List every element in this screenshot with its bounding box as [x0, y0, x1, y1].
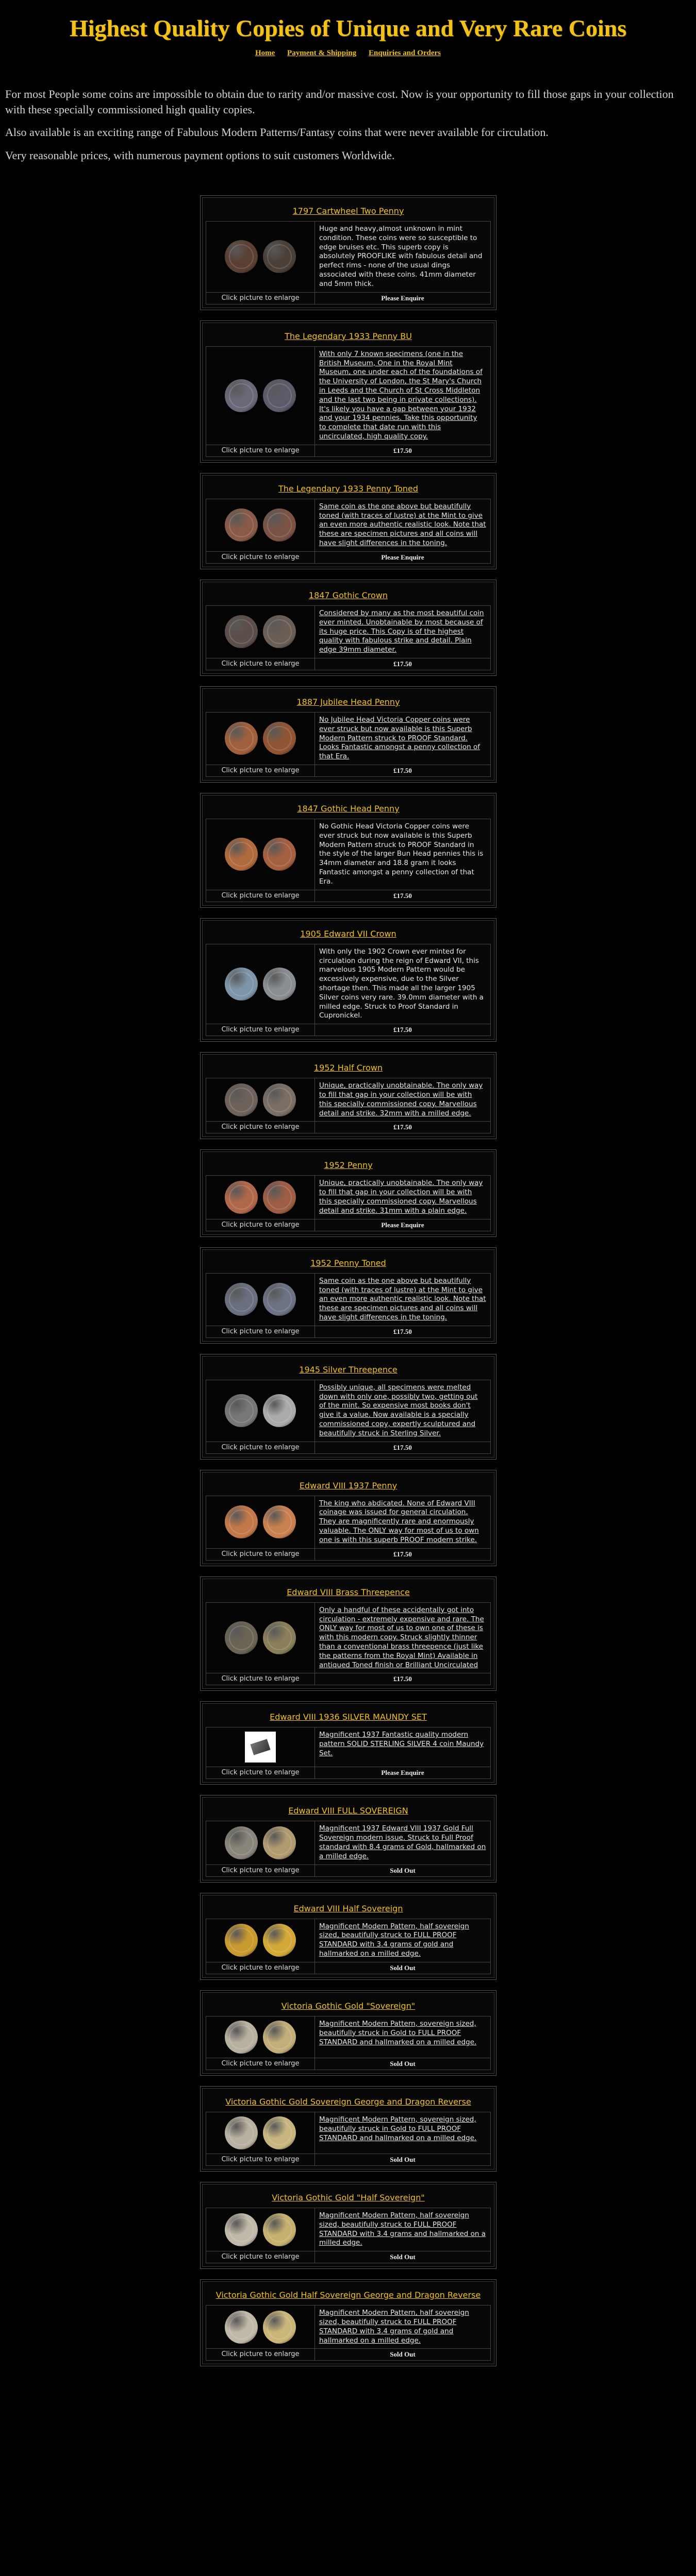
coin-picture[interactable] — [206, 1496, 315, 1548]
coin-price: Sold Out — [390, 1963, 416, 1972]
coin-description: Magnificent 1937 Edward VIII 1937 Gold Full Sovereign modern issue. Struck to Full Proof standard with 8.4 grams of Gold, hallmarked on a milled edge. — [319, 1824, 486, 1860]
coin-listing — [200, 1701, 496, 1785]
coin-reverse-image[interactable] — [263, 1621, 296, 1654]
coin-picture[interactable] — [206, 2016, 315, 2058]
coin-obverse-image[interactable] — [225, 968, 258, 1001]
coin-footer-row — [206, 2251, 491, 2263]
coin-reverse-image[interactable] — [263, 240, 296, 273]
coin-image-pair[interactable] — [225, 615, 296, 648]
coin-footer-row — [206, 890, 491, 902]
coin-price: £17.50 — [393, 1123, 412, 1131]
coin-title-link[interactable]: Victoria Gothic Gold Sovereign George and Dragon Reverse — [225, 2096, 471, 2107]
coin-listing — [200, 2086, 496, 2172]
coin-picture[interactable] — [206, 1274, 315, 1326]
coin-listing — [200, 1470, 496, 1566]
coin-description: Considered by many as the most beautiful coin ever minted. Unobtainable by most because of its huge price. This Copy is of the highest quality with fabulous strike and detail. Plain edge 39mm diameter. — [319, 608, 484, 654]
coin-listing — [200, 918, 496, 1042]
enlarge-picture-link[interactable]: Click picture to enlarge — [206, 1442, 315, 1453]
coin-title-link[interactable]: Victoria Gothic Gold "Sovereign" — [281, 2001, 416, 2011]
coin-footer-row — [206, 2058, 491, 2070]
coin-reverse-image[interactable] — [263, 838, 296, 871]
coin-details — [206, 819, 491, 890]
coin-reverse-image[interactable] — [263, 2021, 296, 2054]
coin-obverse-image[interactable] — [225, 509, 258, 541]
coin-title-link[interactable]: 1847 Gothic Head Penny — [297, 804, 400, 814]
coin-description: Unique, practically unobtainable. The only way to fill that gap in your collection will be with this specially commissioned copy. Marvellous detail and strike. 32mm with a milled edge. — [319, 1081, 483, 1117]
coin-details — [206, 944, 491, 1025]
nav-enquiries-link[interactable]: Enquiries and Orders — [369, 48, 441, 57]
coin-image-pair[interactable] — [225, 1826, 296, 1859]
coin-details — [206, 2016, 491, 2058]
coin-details — [206, 712, 491, 765]
coin-listing — [200, 686, 496, 783]
coin-description: Same coin as the one above but beautifully toned (with traces of lustre) at the Mint to give an even more authentic realistic look. Note that these are specimen pictures and all coins will have slight differences in the toning. — [319, 1276, 486, 1321]
coin-description: Magnificent Modern Pattern, sovereign sized, beautifully struck in Gold to FULL PROOF STANDARD and hallmarked on a milled edge. — [319, 2115, 477, 2142]
coin-footer-row — [206, 1549, 491, 1561]
coin-title-link[interactable]: 1945 Silver Threepence — [299, 1364, 397, 1375]
coin-footer-row — [206, 293, 491, 304]
coin-listing — [200, 1990, 496, 2076]
coin-title-link[interactable]: 1952 Penny — [324, 1160, 373, 1171]
coin-title-link[interactable]: Edward VIII Brass Threepence — [287, 1587, 410, 1597]
enlarge-picture-link[interactable]: Click picture to enlarge — [206, 1549, 315, 1560]
coin-description: No Gothic Head Victoria Copper coins were ever struck but now available is this Superb Modern Pattern struck to PROOF Standard in the style of the larger Bun Head pennies this is 34mm diameter and 18.8 gram it looks Fantastic amongst a penny collection of that Era. — [319, 822, 484, 886]
coin-price: Please Enquire — [381, 294, 424, 302]
coin-picture[interactable] — [206, 1380, 315, 1442]
coin-description: Magnificent Modern Pattern, half sovereign sized, beautifully struck to FULL PROOF STANDARD with 3.4 grams of gold and hallmarked on a milled edge. — [319, 1922, 469, 1958]
coin-price: £17.50 — [393, 767, 412, 774]
coin-description: The king who abdicated. None of Edward VIII coinage was issued for general circulation. They are magnificently rare and enormously valuable. The ONLY way for most of us to own one is with this superb PROOF modern strike. — [319, 1499, 479, 1544]
coin-obverse-image[interactable] — [225, 1283, 258, 1316]
intro-text — [0, 58, 696, 163]
coin-obverse-image[interactable] — [225, 1826, 258, 1859]
coin-footer-row — [206, 445, 491, 457]
coin-reverse-image[interactable] — [263, 379, 296, 412]
coin-title-link[interactable]: The Legendary 1933 Penny BU — [285, 331, 412, 341]
coin-picture[interactable] — [206, 713, 315, 765]
coin-image-pair[interactable] — [225, 2116, 296, 2149]
enlarge-picture-link[interactable]: Click picture to enlarge — [206, 1767, 315, 1778]
coin-price: Sold Out — [390, 2253, 416, 2261]
site-title: Highest Quality Copies of Unique and Very Rare Coins — [69, 15, 627, 41]
coin-reverse-image[interactable] — [263, 1505, 296, 1538]
coin-details — [206, 1273, 491, 1326]
coin-description: Unique, practically unobtainable. The only way to fill that gap in your collection will be with this specially commissioned copy. Marvellous detail and strike. 31mm with a plain edge. — [319, 1179, 483, 1215]
coin-reverse-image[interactable] — [263, 722, 296, 755]
enlarge-picture-link[interactable]: Click picture to enlarge — [206, 765, 315, 776]
coin-description: Magnificent Modern Pattern, half sovereign sized, beautifully struck to FULL PROOF STANDARD with 3.4 grams and hallmarked on a milled edge. — [319, 2211, 486, 2247]
coin-details — [206, 1919, 491, 1962]
coin-picture[interactable] — [206, 2306, 315, 2348]
coin-reverse-image[interactable] — [263, 1394, 296, 1427]
coin-footer-row — [206, 1442, 491, 1454]
coin-details — [206, 1727, 491, 1767]
coin-title-link[interactable]: 1952 Penny Toned — [310, 1258, 386, 1268]
coin-description: Only a handful of these accidentally got into circulation - extremely expensive and rare. The ONLY way for most of us to own one of these is with this modern copy. Struck slightly thinner than a conventional brass threepence (just like the patterns from the Royal Mint) Available in antiqued Toned finish or Brilliant Uncirculated — [319, 1605, 484, 1669]
coin-image-pair[interactable] — [225, 968, 296, 1001]
coin-footer-row — [206, 1673, 491, 1685]
coin-title-link[interactable]: 1797 Cartwheel Two Penny — [292, 206, 404, 216]
coin-reverse-image[interactable] — [263, 509, 296, 541]
nav-payment-shipping-link[interactable]: Payment & Shipping — [287, 48, 357, 57]
coin-price: £17.50 — [393, 1026, 412, 1034]
coin-price: £17.50 — [393, 1675, 412, 1683]
coin-footer-row — [206, 1024, 491, 1036]
coin-obverse-image[interactable] — [225, 1394, 258, 1427]
coin-details — [206, 1175, 491, 1219]
coin-reverse-image[interactable] — [263, 1083, 296, 1116]
coin-image-pair[interactable] — [225, 1621, 296, 1654]
coin-listing — [200, 473, 496, 569]
coin-image-pair[interactable] — [225, 1181, 296, 1214]
coin-description: Same coin as the one above but beautifully toned (with traces of lustre) at the Mint to give an even more authentic realistic look. Note that these are specimen pictures and all coins will have slight differences in the toning. — [319, 502, 486, 548]
coin-image-pair[interactable] — [225, 2213, 296, 2246]
intro-paragraph: Very reasonable prices, with numerous payment options to suit customers Worldwide. — [5, 148, 395, 162]
coin-details — [206, 346, 491, 445]
coin-obverse-image[interactable] — [225, 2021, 258, 2054]
coin-details — [206, 1602, 491, 1674]
coin-picture[interactable] — [206, 819, 315, 890]
coin-price: Sold Out — [390, 2059, 416, 2067]
enlarge-picture-link[interactable]: Click picture to enlarge — [206, 2349, 315, 2360]
enlarge-picture-link[interactable]: Click picture to enlarge — [206, 1219, 315, 1231]
enlarge-picture-link[interactable]: Click picture to enlarge — [206, 1865, 315, 1876]
enlarge-picture-link[interactable]: Click picture to enlarge — [206, 1122, 315, 1133]
coin-listing — [200, 1577, 496, 1691]
enlarge-picture-link[interactable]: Click picture to enlarge — [206, 445, 315, 456]
coin-description: Magnificent 1937 Fantastic quality modern pattern SOLID STERLING SILVER 4 coin Maundy Set. — [319, 1731, 484, 1757]
top-nav — [0, 49, 696, 58]
coin-listing — [200, 793, 496, 908]
coin-price: £17.50 — [393, 1443, 412, 1451]
coin-price: Please Enquire — [381, 1221, 424, 1229]
coin-image-pair[interactable] — [225, 2311, 296, 2344]
coin-title-link[interactable]: 1952 Half Crown — [313, 1063, 383, 1073]
coin-picture[interactable] — [206, 347, 315, 445]
enlarge-picture-link[interactable]: Click picture to enlarge — [206, 2251, 315, 2263]
coin-title-link[interactable]: The Legendary 1933 Penny Toned — [278, 483, 419, 494]
coin-image-pair[interactable] — [225, 1924, 296, 1957]
coin-price: £17.50 — [393, 446, 412, 454]
coin-picture[interactable] — [206, 606, 315, 658]
coin-reverse-image[interactable] — [263, 2213, 296, 2246]
coin-picture[interactable] — [206, 1821, 315, 1864]
coin-obverse-image[interactable] — [225, 1621, 258, 1654]
coin-price: £17.50 — [393, 659, 412, 668]
coin-image-pair[interactable] — [225, 1394, 296, 1427]
intro-paragraph: For most People some coins are impossible to obtain due to rarity and/or massive cost. Now is your opportunity to fill those gaps in your collection with these specially commissioned high quality copies. — [5, 87, 674, 116]
coin-listing — [200, 2279, 496, 2366]
coin-listing — [200, 2182, 496, 2269]
coin-obverse-image[interactable] — [225, 2311, 258, 2344]
coin-title-link[interactable]: 1905 Edward VII Crown — [300, 928, 396, 939]
coin-obverse-image[interactable] — [225, 838, 258, 871]
coin-reverse-image[interactable] — [263, 1924, 296, 1957]
coin-description: With only the 1902 Crown ever minted for circulation during the reign of Edward VII, this marvelous 1905 Modern Pattern would be excessively expensive, due to the Silver shortage then. This made all the larger 1905 Silver coins very rare. 39.0mm diameter with a milled edge. Struck to Proof Standard in Cupronickel. — [319, 947, 484, 1020]
coin-picture[interactable] — [206, 1727, 315, 1767]
coin-obverse-image[interactable] — [225, 722, 258, 755]
coin-image-pair[interactable] — [225, 838, 296, 871]
coin-reverse-image[interactable] — [263, 1283, 296, 1316]
coin-image-pair[interactable] — [225, 240, 296, 273]
coin-price: £17.50 — [393, 891, 412, 900]
coin-listing — [200, 1893, 496, 1980]
coin-reverse-image[interactable] — [263, 2116, 296, 2149]
coin-obverse-image[interactable] — [225, 1924, 258, 1957]
coin-title-link[interactable]: 1847 Gothic Crown — [308, 590, 388, 600]
nav-home-link[interactable]: Home — [255, 48, 275, 57]
coin-picture[interactable] — [206, 499, 315, 551]
coin-price: Please Enquire — [381, 1769, 424, 1777]
coin-price: Sold Out — [390, 1866, 416, 1874]
coin-details — [206, 1078, 491, 1122]
coin-picture[interactable] — [206, 222, 315, 292]
coin-listing — [200, 1149, 496, 1236]
coin-catalog — [200, 195, 496, 2377]
coin-title-link[interactable]: Victoria Gothic Gold "Half Sovereign" — [272, 2192, 425, 2202]
coin-obverse-image[interactable] — [225, 1505, 258, 1538]
coin-image-pair[interactable] — [225, 1283, 296, 1316]
coin-details — [206, 2112, 491, 2154]
coin-price: Please Enquire — [381, 553, 424, 561]
coin-picture[interactable] — [206, 1603, 315, 1673]
coin-reverse-image[interactable] — [263, 2311, 296, 2344]
coin-obverse-image[interactable] — [225, 240, 258, 273]
coin-obverse-image[interactable] — [225, 2116, 258, 2149]
coin-description: Huge and heavy,almost unknown in mint condition. These coins were so susceptible to edge bruises etc. This superb copy is absolutely PROOFLIKE with fabulous detail and perfect rims - none of the usual dings associated with these coins. 41mm diameter and 5mm thick. — [319, 225, 483, 288]
coin-footer-row — [206, 552, 491, 564]
coin-details — [206, 2305, 491, 2349]
coin-picture[interactable] — [206, 2112, 315, 2154]
coin-price: £17.50 — [393, 1550, 412, 1558]
coin-listing — [200, 580, 496, 676]
coin-listing — [200, 195, 496, 310]
coin-details — [206, 221, 491, 293]
coin-reverse-image[interactable] — [263, 1181, 296, 1214]
coin-picture[interactable] — [206, 1919, 315, 1962]
coin-footer-row — [206, 1865, 491, 1877]
enlarge-picture-link[interactable]: Click picture to enlarge — [206, 1673, 315, 1685]
coin-title-link[interactable]: Edward VIII 1936 SILVER MAUNDY SET — [270, 1712, 427, 1722]
coin-obverse-image[interactable] — [225, 379, 258, 412]
coin-footer-row — [206, 1767, 491, 1779]
coin-price: Sold Out — [390, 2155, 416, 2163]
coin-footer-row — [206, 1962, 491, 1974]
coin-description: Magnificent Modern Pattern, sovereign sized, beautifully struck in Gold to FULL PROOF STANDARD and hallmarked on a milled edge. — [319, 2019, 477, 2046]
coin-listing — [200, 1247, 496, 1344]
enlarge-picture-link[interactable]: Click picture to enlarge — [206, 2154, 315, 2165]
coin-details — [206, 605, 491, 658]
enlarge-picture-link[interactable]: Click picture to enlarge — [206, 1326, 315, 1337]
enlarge-picture-link[interactable]: Click picture to enlarge — [206, 1962, 315, 1974]
coin-footer-row — [206, 2349, 491, 2361]
coin-image-pair[interactable] — [225, 1505, 296, 1538]
coin-reverse-image[interactable] — [263, 968, 296, 1001]
coin-title-link[interactable]: Edward VIII Half Sovereign — [293, 1903, 403, 1913]
enlarge-picture-link[interactable]: Click picture to enlarge — [206, 2058, 315, 2070]
coin-title-link[interactable]: 1887 Jubilee Head Penny — [296, 697, 400, 707]
coin-image-pair[interactable] — [225, 1083, 296, 1116]
coin-listing — [200, 1354, 496, 1460]
coin-picture[interactable] — [206, 1176, 315, 1218]
coin-reverse-image[interactable] — [263, 1826, 296, 1859]
coin-listing — [200, 1052, 496, 1139]
coin-obverse-image[interactable] — [225, 615, 258, 648]
coin-listing — [200, 1795, 496, 1882]
coin-footer-row — [206, 658, 491, 670]
coin-footer-row — [206, 2154, 491, 2166]
enlarge-picture-link[interactable]: Click picture to enlarge — [206, 890, 315, 902]
coin-footer-row — [206, 1326, 491, 1338]
coin-description: Magnificent Modern Pattern, half sovereign sized, beautifully struck to FULL PROOF STANDARD with 3.4 grams of gold and hallmarked on a milled edge. — [319, 2309, 469, 2345]
coin-description: No Jubilee Head Victoria Copper coins were ever struck but now available is this Superb Modern Pattern struck to PROOF Standard. Looks Fantastic amongst a penny collection of that Era. — [319, 715, 480, 761]
coin-obverse-image[interactable] — [225, 2213, 258, 2246]
coin-picture[interactable] — [206, 944, 315, 1024]
coin-image-pair[interactable] — [225, 2021, 296, 2054]
enlarge-picture-link[interactable]: Click picture to enlarge — [206, 552, 315, 563]
coin-details — [206, 1496, 491, 1549]
enlarge-picture-link[interactable]: Click picture to enlarge — [206, 1024, 315, 1036]
coin-description: Possibly unique, all specimens were melted down with only one, possibly two, getting out of the mint. So expensive most books don't give it a value. Now available is a specially commissioned copy, expertly sculptured and beautifully struck in Sterling Silver. — [319, 1383, 478, 1437]
coin-footer-row — [206, 1122, 491, 1133]
coin-details — [206, 1380, 491, 1442]
coin-image-pair[interactable] — [225, 722, 296, 755]
maundy-set-image[interactable] — [245, 1732, 276, 1762]
coin-obverse-image[interactable] — [225, 1083, 258, 1116]
coin-picture[interactable] — [206, 1078, 315, 1121]
coin-title-link[interactable]: Victoria Gothic Gold Half Sovereign George and Dragon Reverse — [216, 2290, 481, 2300]
enlarge-picture-link[interactable]: Click picture to enlarge — [206, 293, 315, 304]
coin-description: With only 7 known specimens (one in the British Museum, One in the Royal Mint Museum, one under each of the foundations of the University of London, the St Mary's Church in Leeds and the Church of St Cross Middleton and the last two being in private collections). It's likely you have a gap between your 1932 and your 1934 pennies. Take this opportunity to complete that date run with this uncirculated, high quality copy. — [319, 349, 483, 440]
coin-title-link[interactable]: Edward VIII 1937 Penny — [299, 1480, 397, 1490]
coin-obverse-image[interactable] — [225, 1181, 258, 1214]
coin-details — [206, 2208, 491, 2251]
coin-price: £17.50 — [393, 1327, 412, 1335]
coin-footer-row — [206, 765, 491, 777]
coin-price: Sold Out — [390, 2350, 416, 2359]
intro-paragraph: Also available is an exciting range of Fabulous Modern Patterns/Fantasy coins that were never available for circulation. — [5, 126, 549, 139]
coin-details — [206, 1821, 491, 1865]
coin-reverse-image[interactable] — [263, 615, 296, 648]
coin-image-pair[interactable] — [225, 379, 296, 412]
enlarge-picture-link[interactable]: Click picture to enlarge — [206, 658, 315, 670]
coin-listing — [200, 320, 496, 463]
coin-details — [206, 499, 491, 552]
coin-image-pair[interactable] — [225, 509, 296, 541]
coin-footer-row — [206, 1219, 491, 1231]
coin-picture[interactable] — [206, 2208, 315, 2251]
coin-title-link[interactable]: Edward VIII FULL SOVEREIGN — [288, 1806, 408, 1816]
